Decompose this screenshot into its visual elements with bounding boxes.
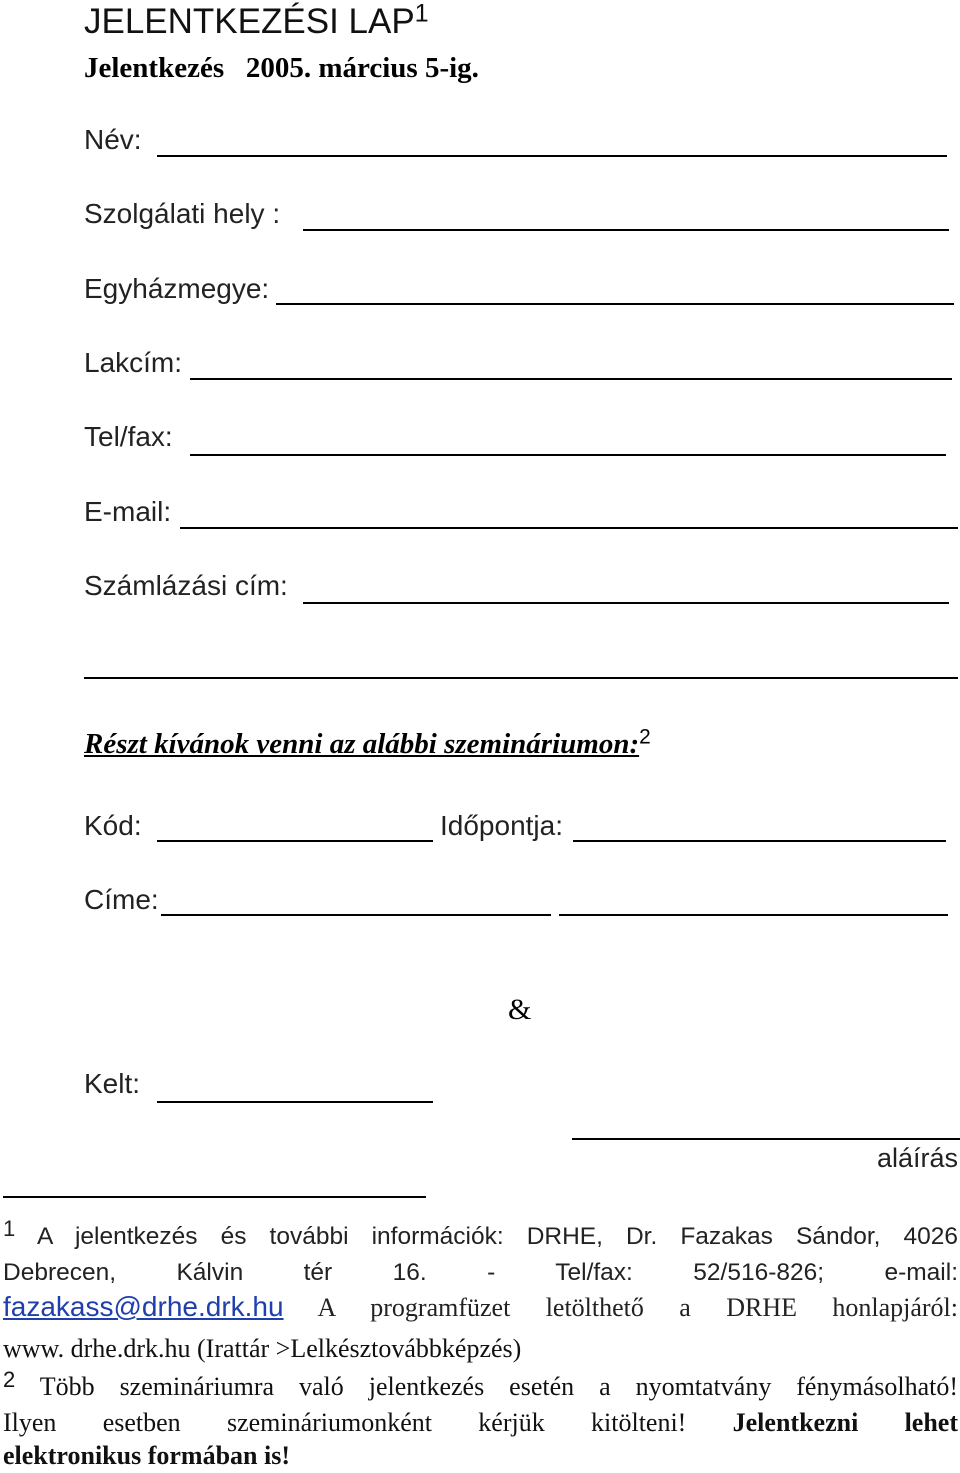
footnote-1-line-1 — [3, 1216, 958, 1251]
code-field[interactable] — [157, 840, 433, 842]
footnote-ref-2: 2 — [639, 725, 651, 749]
footnote-1-number: 1 — [3, 1216, 16, 1241]
seminar-title-field-2[interactable] — [559, 914, 948, 916]
billing-label: Számlázási cím: — [84, 570, 288, 601]
address-label: Lakcím: — [84, 347, 183, 378]
footnote-ref-1: 1 — [414, 0, 429, 28]
diocese-label: Egyházmegye: — [84, 273, 270, 304]
footnote-2-line-2 — [3, 1408, 958, 1438]
footnote-separator — [3, 1196, 426, 1198]
signature-label: aláírás — [876, 1143, 958, 1173]
phone-field[interactable] — [190, 454, 946, 456]
seminar-title-field[interactable] — [161, 914, 551, 916]
email-label: E-mail: — [84, 496, 172, 527]
billing-field[interactable] — [303, 602, 949, 604]
footnote-1-line-4: www. drhe.drk.hu (Irattár >Lelkésztovábbképzés) — [3, 1334, 522, 1363]
billing-field-line2[interactable] — [84, 677, 958, 679]
time-label: Időpontja: — [440, 810, 563, 841]
diocese-field[interactable] — [276, 303, 954, 305]
footnote-2-text: Több szemináriumra való jelentkezés esetén a nyomtatvány fénymásolható! — [39, 1372, 958, 1401]
date-field[interactable] — [157, 1101, 433, 1103]
address-field[interactable] — [190, 378, 952, 380]
page-title — [84, 2, 429, 42]
footnote-1-download: A programfüzet letölthető a DRHE honlapjáról: — [317, 1293, 959, 1322]
page-title-text: JELENTKEZÉSI LAP — [84, 2, 415, 41]
ampersand: & — [508, 993, 532, 1026]
date-label: Kelt: — [84, 1068, 141, 1099]
footnote-1-line-3 — [3, 1291, 958, 1323]
name-label: Név: — [84, 124, 142, 155]
workplace-field[interactable] — [303, 229, 949, 231]
contact-email-link[interactable]: fazakass@drhe.drk.hu — [3, 1291, 284, 1322]
footnote-2-line-2-text: Ilyen esetben szemináriumonként kérjük kitölteni! — [3, 1408, 687, 1437]
footnote-1-text: A jelentkezés és további információk: DRHE, Dr. Fazakas Sándor, 4026 — [36, 1223, 958, 1250]
footnote-2-line-3 — [3, 1441, 958, 1471]
email-field[interactable] — [180, 527, 958, 529]
footnote-1-line-2: Debrecen, Kálvin tér 16. - Tel/fax: 52/516-826; e-mail: — [3, 1259, 958, 1286]
code-label: Kód: — [84, 810, 142, 841]
seminar-heading-text: Részt kívánok venni az alábbi szemináriumon: — [84, 728, 640, 760]
seminar-title-label: Címe: — [84, 884, 159, 915]
signature-line[interactable] — [572, 1138, 960, 1140]
name-field[interactable] — [157, 155, 947, 157]
seminar-heading — [84, 725, 651, 761]
footnote-2-bold-2: elektronikus formában is! — [3, 1441, 290, 1470]
workplace-label: Szolgálati hely : — [84, 198, 281, 229]
footnote-2-number: 2 — [3, 1367, 16, 1392]
footnote-2-bold-1: Jelentkezni lehet — [732, 1408, 958, 1437]
deadline: Jelentkezés 2005. március 5-ig. — [84, 52, 479, 84]
time-field[interactable] — [573, 840, 946, 842]
footnote-2-line-1 — [3, 1367, 958, 1402]
phone-label: Tel/fax: — [84, 421, 173, 452]
